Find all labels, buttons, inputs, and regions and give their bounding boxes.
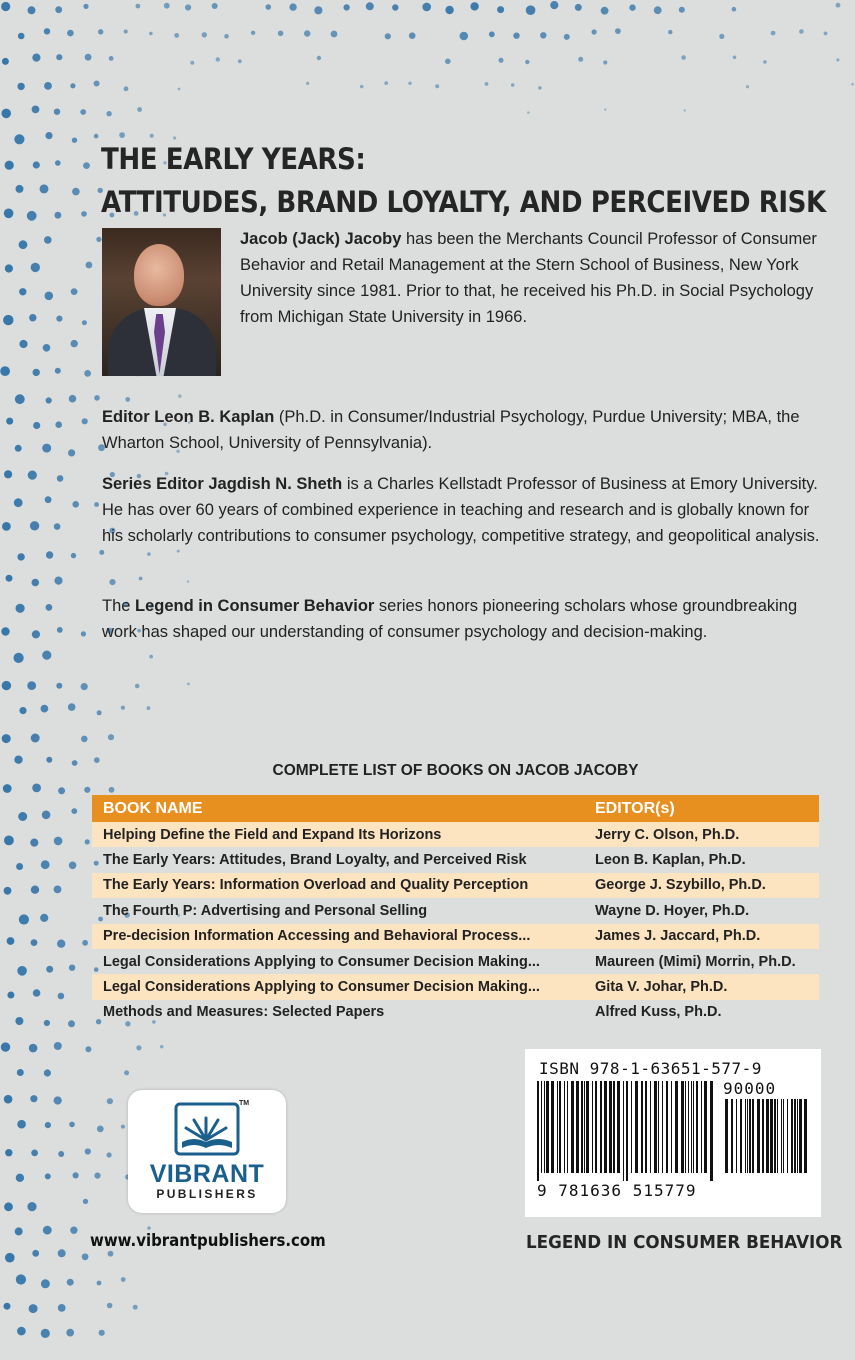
book-editor: Alfred Kuss, Ph.D. [595,1004,722,1021]
series-description-text: series honors pioneering scholars whose groundbreaking work has shaped our understanding of consumer psychology and decision-making. [102,597,798,641]
publisher-logo [128,1090,286,1213]
title-line-1: THE EARLY YEARS: [101,142,366,176]
table-row [92,847,819,872]
publisher-name: VIBRANT [149,1160,265,1188]
book-editor: George J. Szybillo, Ph.D. [595,877,766,894]
ean-digits: 9 781636 515779 [537,1181,697,1200]
series-name: LEGEND IN CONSUMER BEHAVIOR [526,1232,843,1253]
table-row [92,873,819,898]
series-name-inline: Legend in Consumer Behavior [135,597,375,615]
series-description-pre: The [102,597,136,615]
header-book-name: BOOK NAME [103,799,203,817]
book-name: Pre-decision Information Accessing and Behavioral Process... [103,928,531,945]
series-description [102,593,822,645]
book-list-table [92,795,819,1025]
editor-text: (Ph.D. in Consumer/Industrial Psychology, Purdue University; MBA, the Wharton School, University of Pennsylvania). [102,408,800,452]
isbn-text: ISBN 978-1-63651-577-9 [539,1059,762,1078]
trademark-mark: TM [239,1100,250,1107]
publisher-url[interactable]: www.vibrantpublishers.com [90,1231,326,1251]
table-header [92,795,819,822]
table-row [92,949,819,974]
table-row [92,924,819,949]
price-code: 90000 [723,1079,777,1098]
table-row [92,898,819,923]
author-bio-text: has been the Merchants Council Professor of Consumer Behavior and Retail Management at the Stern School of Business, New York University since 1981. Prior to that, he received his Ph.D. in Social Psychology from Michigan State University in 1966. [240,230,817,326]
book-name: Methods and Measures: Selected Papers [103,1004,385,1021]
editor-info [102,404,822,456]
table-row [92,974,819,999]
book-name: Legal Considerations Applying to Consumer Decision Making... [103,979,540,996]
book-list-title: COMPLETE LIST OF BOOKS ON JACOB JACOBY [272,762,639,779]
table-row [92,1000,819,1025]
header-editor: EDITOR(s) [595,799,675,817]
book-editor: Jerry C. Olson, Ph.D. [595,826,740,843]
book-editor: Gita V. Johar, Ph.D. [595,979,728,996]
barcode-bars-icon [535,1081,811,1181]
author-bio [240,226,830,330]
publisher-subname: PUBLISHERS [156,1187,258,1201]
book-name: The Fourth P: Advertising and Personal Selling [103,902,428,919]
open-book-icon [174,1102,240,1156]
author-photo [102,228,221,376]
book-title [101,138,826,224]
series-editor-info [102,471,822,549]
isbn-barcode [525,1049,821,1217]
book-editor: James J. Jaccard, Ph.D. [595,928,761,945]
title-line-2: ATTITUDES, BRAND LOYALTY, AND PERCEIVED RISK [101,185,826,219]
table-row [92,822,819,847]
author-name: Jacob (Jack) Jacoby [240,230,402,248]
book-editor: Leon B. Kaplan, Ph.D. [595,852,746,869]
series-editor-text: is a Charles Kellstadt Professor of Business at Emory University. He has over 60 years of combined experience in teaching and research and is globally known for his scholarly contributions to consumer psychology, competitive strategy, and geopolitical analysis. [102,475,820,545]
series-editor-name: Series Editor Jagdish N. Sheth [102,475,343,493]
book-name: The Early Years: Attitudes, Brand Loyalty, and Perceived Risk [103,852,527,869]
book-name: The Early Years: Information Overload and Quality Perception [103,877,529,894]
book-name: Legal Considerations Applying to Consumer Decision Making... [103,953,540,970]
book-name: Helping Define the Field and Expand Its Horizons [103,826,442,843]
editor-name: Editor Leon B. Kaplan [102,408,275,426]
book-editor: Wayne D. Hoyer, Ph.D. [595,902,750,919]
book-editor: Maureen (Mimi) Morrin, Ph.D. [595,953,796,970]
